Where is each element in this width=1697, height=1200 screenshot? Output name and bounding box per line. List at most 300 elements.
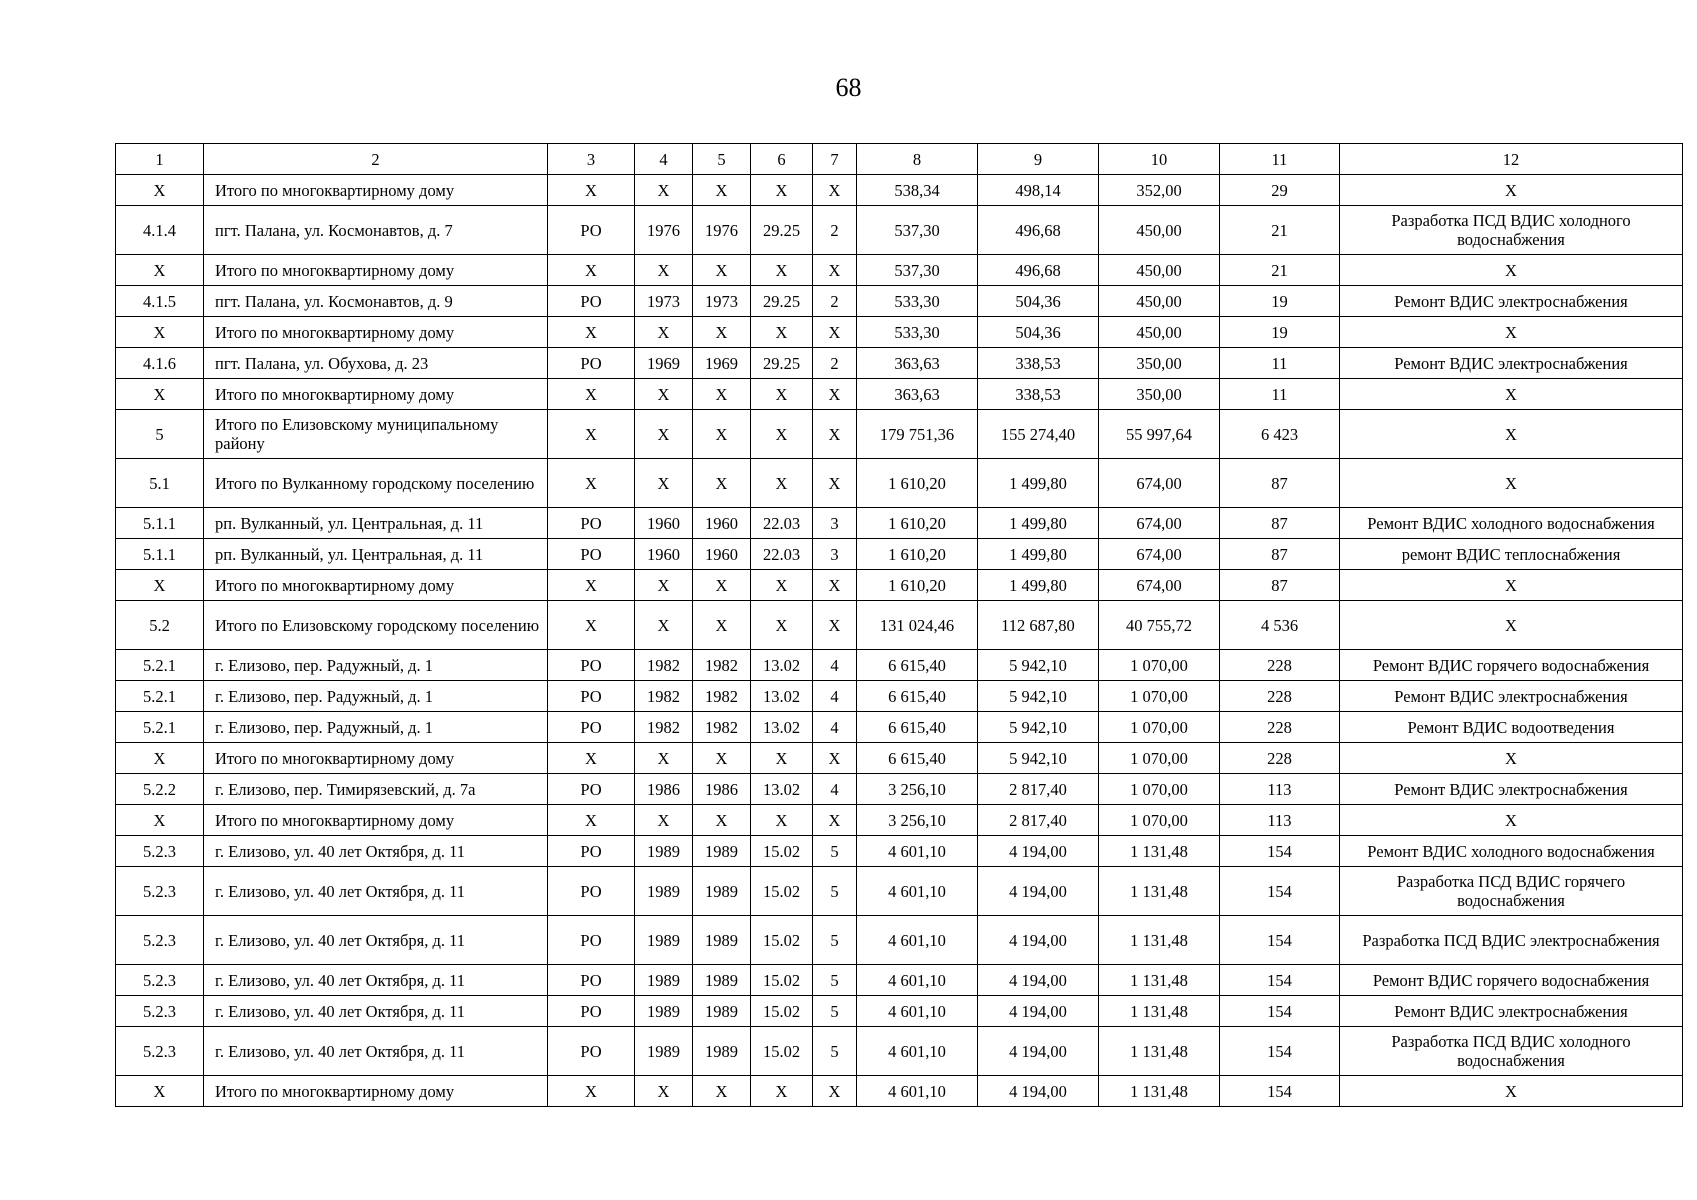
address-cell: г. Елизово, пер. Радужный, д. 1	[204, 681, 548, 712]
col5-cell: X	[693, 317, 751, 348]
table-row	[116, 317, 1683, 348]
column-number: 11	[1220, 144, 1340, 175]
table-row	[116, 539, 1683, 570]
col9-cell: 4 194,00	[978, 836, 1099, 867]
col10-cell: 1 070,00	[1099, 681, 1220, 712]
col11-cell: 87	[1220, 570, 1340, 601]
col7-cell: 3	[813, 539, 857, 570]
col8-cell: 4 601,10	[857, 867, 978, 916]
col11-cell: 228	[1220, 681, 1340, 712]
col7-cell: X	[813, 459, 857, 508]
address-cell: г. Елизово, ул. 40 лет Октября, д. 11	[204, 916, 548, 965]
col8-cell: 4 601,10	[857, 1027, 978, 1076]
col10-cell: 674,00	[1099, 570, 1220, 601]
col9-cell: 1 499,80	[978, 459, 1099, 508]
col7-cell: 4	[813, 681, 857, 712]
col9-cell: 496,68	[978, 255, 1099, 286]
col10-cell: 450,00	[1099, 317, 1220, 348]
col4-cell: X	[635, 317, 693, 348]
col7-cell: 5	[813, 916, 857, 965]
col5-cell: X	[693, 743, 751, 774]
col8-cell: 6 615,40	[857, 743, 978, 774]
row-number-cell: 5.1.1	[116, 508, 204, 539]
col3-cell: X	[548, 743, 635, 774]
col5-cell: 1989	[693, 867, 751, 916]
col3-cell: X	[548, 805, 635, 836]
col4-cell: 1986	[635, 774, 693, 805]
col10-cell: 1 131,48	[1099, 1076, 1220, 1107]
col8-cell: 1 610,20	[857, 570, 978, 601]
col3-cell: РО	[548, 650, 635, 681]
col5-cell: X	[693, 1076, 751, 1107]
col5-cell: 1973	[693, 286, 751, 317]
table-row	[116, 255, 1683, 286]
col6-cell: 22.03	[751, 508, 813, 539]
col3-cell: X	[548, 317, 635, 348]
table-row	[116, 805, 1683, 836]
row-number-cell: 4.1.4	[116, 206, 204, 255]
address-cell: Итого по многоквартирному дому	[204, 743, 548, 774]
col6-cell: 13.02	[751, 650, 813, 681]
work-type-cell: Разработка ПСД ВДИС электроснабжения	[1340, 916, 1683, 965]
col3-cell: РО	[548, 712, 635, 743]
col11-cell: 4 536	[1220, 601, 1340, 650]
col3-cell: РО	[548, 508, 635, 539]
col10-cell: 450,00	[1099, 286, 1220, 317]
address-cell: рп. Вулканный, ул. Центральная, д. 11	[204, 508, 548, 539]
col9-cell: 4 194,00	[978, 965, 1099, 996]
col8-cell: 537,30	[857, 255, 978, 286]
col7-cell: X	[813, 743, 857, 774]
col9-cell: 4 194,00	[978, 1027, 1099, 1076]
row-number-cell: 5.2	[116, 601, 204, 650]
table-row	[116, 965, 1683, 996]
col5-cell: 1969	[693, 348, 751, 379]
col4-cell: 1960	[635, 539, 693, 570]
address-cell: Итого по многоквартирному дому	[204, 317, 548, 348]
col4-cell: X	[635, 255, 693, 286]
address-cell: Итого по многоквартирному дому	[204, 255, 548, 286]
col8-cell: 4 601,10	[857, 916, 978, 965]
row-number-cell: 5.2.1	[116, 681, 204, 712]
work-type-cell: Ремонт ВДИС электроснабжения	[1340, 996, 1683, 1027]
col7-cell: 5	[813, 1027, 857, 1076]
row-number-cell: X	[116, 1076, 204, 1107]
col4-cell: 1960	[635, 508, 693, 539]
col3-cell: РО	[548, 867, 635, 916]
work-type-cell: X	[1340, 317, 1683, 348]
address-cell: г. Елизово, пер. Тимирязевский, д. 7а	[204, 774, 548, 805]
work-type-cell: Ремонт ВДИС водоотведения	[1340, 712, 1683, 743]
work-type-cell: Ремонт ВДИС горячего водоснабжения	[1340, 650, 1683, 681]
col3-cell: X	[548, 410, 635, 459]
col4-cell: 1989	[635, 996, 693, 1027]
col6-cell: 13.02	[751, 681, 813, 712]
col5-cell: 1960	[693, 508, 751, 539]
col5-cell: X	[693, 805, 751, 836]
col8-cell: 4 601,10	[857, 965, 978, 996]
col7-cell: 2	[813, 348, 857, 379]
col4-cell: 1969	[635, 348, 693, 379]
address-cell: пгт. Палана, ул. Обухова, д. 23	[204, 348, 548, 379]
col10-cell: 1 131,48	[1099, 1027, 1220, 1076]
row-number-cell: 5.2.3	[116, 1027, 204, 1076]
col6-cell: 15.02	[751, 836, 813, 867]
row-number-cell: 4.1.6	[116, 348, 204, 379]
address-cell: г. Елизово, пер. Радужный, д. 1	[204, 650, 548, 681]
col6-cell: X	[751, 570, 813, 601]
col7-cell: 5	[813, 836, 857, 867]
col3-cell: X	[548, 175, 635, 206]
col11-cell: 87	[1220, 459, 1340, 508]
row-number-cell: X	[116, 255, 204, 286]
col10-cell: 1 131,48	[1099, 916, 1220, 965]
work-type-cell: X	[1340, 805, 1683, 836]
address-cell: Итого по Елизовскому муниципальному району	[204, 410, 548, 459]
work-type-cell: Разработка ПСД ВДИС холодного водоснабжения	[1340, 206, 1683, 255]
work-type-cell: ремонт ВДИС теплоснабжения	[1340, 539, 1683, 570]
col3-cell: РО	[548, 836, 635, 867]
row-number-cell: 5.2.3	[116, 916, 204, 965]
col9-cell: 504,36	[978, 286, 1099, 317]
col3-cell: РО	[548, 286, 635, 317]
col8-cell: 4 601,10	[857, 836, 978, 867]
col10-cell: 674,00	[1099, 459, 1220, 508]
col11-cell: 154	[1220, 1027, 1340, 1076]
col9-cell: 496,68	[978, 206, 1099, 255]
col6-cell: 13.02	[751, 774, 813, 805]
col5-cell: X	[693, 410, 751, 459]
col6-cell: 15.02	[751, 867, 813, 916]
col6-cell: 15.02	[751, 965, 813, 996]
col10-cell: 40 755,72	[1099, 601, 1220, 650]
col3-cell: РО	[548, 206, 635, 255]
table-row	[116, 410, 1683, 459]
col6-cell: 29.25	[751, 206, 813, 255]
col9-cell: 5 942,10	[978, 743, 1099, 774]
col4-cell: X	[635, 175, 693, 206]
col9-cell: 1 499,80	[978, 539, 1099, 570]
col4-cell: X	[635, 410, 693, 459]
address-cell: Итого по многоквартирному дому	[204, 570, 548, 601]
row-number-cell: 5.2.3	[116, 996, 204, 1027]
column-number: 9	[978, 144, 1099, 175]
column-number: 1	[116, 144, 204, 175]
col11-cell: 19	[1220, 317, 1340, 348]
col7-cell: X	[813, 570, 857, 601]
col8-cell: 533,30	[857, 317, 978, 348]
col9-cell: 498,14	[978, 175, 1099, 206]
col4-cell: X	[635, 805, 693, 836]
col10-cell: 1 131,48	[1099, 965, 1220, 996]
col11-cell: 154	[1220, 836, 1340, 867]
col8-cell: 6 615,40	[857, 712, 978, 743]
col4-cell: X	[635, 601, 693, 650]
col10-cell: 1 131,48	[1099, 836, 1220, 867]
table-row	[116, 774, 1683, 805]
work-type-cell: X	[1340, 601, 1683, 650]
row-number-cell: X	[116, 743, 204, 774]
col8-cell: 538,34	[857, 175, 978, 206]
col3-cell: РО	[548, 965, 635, 996]
work-type-cell: Ремонт ВДИС электроснабжения	[1340, 286, 1683, 317]
row-number-cell: X	[116, 175, 204, 206]
work-type-cell: X	[1340, 743, 1683, 774]
table-row	[116, 286, 1683, 317]
col9-cell: 155 274,40	[978, 410, 1099, 459]
row-number-cell: X	[116, 570, 204, 601]
work-type-cell: X	[1340, 255, 1683, 286]
col7-cell: X	[813, 255, 857, 286]
column-number: 7	[813, 144, 857, 175]
column-number: 8	[857, 144, 978, 175]
col10-cell: 674,00	[1099, 539, 1220, 570]
col9-cell: 4 194,00	[978, 996, 1099, 1027]
col4-cell: 1989	[635, 1027, 693, 1076]
col5-cell: X	[693, 379, 751, 410]
col7-cell: X	[813, 175, 857, 206]
row-number-cell: 5.2.3	[116, 867, 204, 916]
col7-cell: 4	[813, 712, 857, 743]
col11-cell: 29	[1220, 175, 1340, 206]
table-row	[116, 1027, 1683, 1076]
table-row	[116, 743, 1683, 774]
work-type-cell: X	[1340, 410, 1683, 459]
col7-cell: 5	[813, 867, 857, 916]
work-type-cell: Ремонт ВДИС электроснабжения	[1340, 681, 1683, 712]
col6-cell: X	[751, 175, 813, 206]
col9-cell: 5 942,10	[978, 650, 1099, 681]
work-type-cell: Ремонт ВДИС горячего водоснабжения	[1340, 965, 1683, 996]
col11-cell: 11	[1220, 379, 1340, 410]
row-number-cell: 5.2.2	[116, 774, 204, 805]
col4-cell: X	[635, 459, 693, 508]
col5-cell: 1982	[693, 681, 751, 712]
work-type-cell: X	[1340, 459, 1683, 508]
row-number-cell: 4.1.5	[116, 286, 204, 317]
row-number-cell: 5.2.1	[116, 712, 204, 743]
col11-cell: 154	[1220, 1076, 1340, 1107]
col6-cell: X	[751, 255, 813, 286]
col9-cell: 2 817,40	[978, 805, 1099, 836]
page-number: 68	[835, 73, 862, 102]
col11-cell: 113	[1220, 774, 1340, 805]
data-table	[115, 143, 1683, 1107]
col3-cell: РО	[548, 539, 635, 570]
table-body	[116, 144, 1683, 1107]
col5-cell: 1982	[693, 650, 751, 681]
col9-cell: 504,36	[978, 317, 1099, 348]
col11-cell: 87	[1220, 508, 1340, 539]
col8-cell: 6 615,40	[857, 681, 978, 712]
col6-cell: X	[751, 379, 813, 410]
table-row	[116, 175, 1683, 206]
row-number-cell: X	[116, 379, 204, 410]
table-row	[116, 508, 1683, 539]
row-number-cell: X	[116, 805, 204, 836]
col10-cell: 350,00	[1099, 379, 1220, 410]
col6-cell: X	[751, 743, 813, 774]
col11-cell: 87	[1220, 539, 1340, 570]
col10-cell: 1 131,48	[1099, 996, 1220, 1027]
col6-cell: X	[751, 410, 813, 459]
address-cell: рп. Вулканный, ул. Центральная, д. 11	[204, 539, 548, 570]
col9-cell: 1 499,80	[978, 508, 1099, 539]
col5-cell: X	[693, 175, 751, 206]
col7-cell: X	[813, 805, 857, 836]
col9-cell: 5 942,10	[978, 681, 1099, 712]
row-number-cell: X	[116, 317, 204, 348]
col11-cell: 6 423	[1220, 410, 1340, 459]
col3-cell: X	[548, 1076, 635, 1107]
col8-cell: 1 610,20	[857, 459, 978, 508]
work-type-cell: Ремонт ВДИС электроснабжения	[1340, 774, 1683, 805]
table-row	[116, 867, 1683, 916]
table-row	[116, 570, 1683, 601]
col9-cell: 5 942,10	[978, 712, 1099, 743]
column-number: 3	[548, 144, 635, 175]
col4-cell: 1989	[635, 867, 693, 916]
address-cell: пгт. Палана, ул. Космонавтов, д. 9	[204, 286, 548, 317]
col6-cell: 15.02	[751, 1027, 813, 1076]
col7-cell: X	[813, 410, 857, 459]
col9-cell: 1 499,80	[978, 570, 1099, 601]
col8-cell: 3 256,10	[857, 805, 978, 836]
col10-cell: 674,00	[1099, 508, 1220, 539]
col8-cell: 363,63	[857, 348, 978, 379]
row-number-cell: 5.1.1	[116, 539, 204, 570]
col8-cell: 6 615,40	[857, 650, 978, 681]
col10-cell: 1 070,00	[1099, 650, 1220, 681]
col5-cell: 1960	[693, 539, 751, 570]
address-cell: Итого по Елизовскому городскому поселению	[204, 601, 548, 650]
col8-cell: 4 601,10	[857, 1076, 978, 1107]
row-number-cell: 5.1	[116, 459, 204, 508]
col11-cell: 11	[1220, 348, 1340, 379]
col7-cell: X	[813, 379, 857, 410]
column-number: 12	[1340, 144, 1683, 175]
col6-cell: 29.25	[751, 348, 813, 379]
table-row	[116, 459, 1683, 508]
col10-cell: 450,00	[1099, 255, 1220, 286]
work-type-cell: Ремонт ВДИС электроснабжения	[1340, 348, 1683, 379]
col4-cell: 1982	[635, 650, 693, 681]
col8-cell: 131 024,46	[857, 601, 978, 650]
col5-cell: 1976	[693, 206, 751, 255]
column-number-row	[116, 144, 1683, 175]
address-cell: Итого по многоквартирному дому	[204, 805, 548, 836]
col7-cell: 3	[813, 508, 857, 539]
col4-cell: 1982	[635, 681, 693, 712]
col5-cell: 1989	[693, 965, 751, 996]
col10-cell: 1 070,00	[1099, 805, 1220, 836]
col3-cell: РО	[548, 1027, 635, 1076]
col7-cell: 4	[813, 650, 857, 681]
table-row	[116, 996, 1683, 1027]
table-row	[116, 348, 1683, 379]
table-row	[116, 1076, 1683, 1107]
col11-cell: 154	[1220, 996, 1340, 1027]
col5-cell: X	[693, 459, 751, 508]
col11-cell: 228	[1220, 743, 1340, 774]
col5-cell: 1982	[693, 712, 751, 743]
col3-cell: X	[548, 570, 635, 601]
col8-cell: 4 601,10	[857, 996, 978, 1027]
col5-cell: 1989	[693, 1027, 751, 1076]
col7-cell: 2	[813, 206, 857, 255]
address-cell: г. Елизово, ул. 40 лет Октября, д. 11	[204, 836, 548, 867]
row-number-cell: 5.2.3	[116, 836, 204, 867]
col9-cell: 4 194,00	[978, 1076, 1099, 1107]
column-number: 4	[635, 144, 693, 175]
col6-cell: 22.03	[751, 539, 813, 570]
col9-cell: 112 687,80	[978, 601, 1099, 650]
col3-cell: РО	[548, 774, 635, 805]
col3-cell: РО	[548, 681, 635, 712]
col11-cell: 21	[1220, 255, 1340, 286]
column-number: 6	[751, 144, 813, 175]
table-row	[116, 650, 1683, 681]
col8-cell: 3 256,10	[857, 774, 978, 805]
col9-cell: 338,53	[978, 379, 1099, 410]
table-row	[116, 836, 1683, 867]
col9-cell: 4 194,00	[978, 916, 1099, 965]
col7-cell: 2	[813, 286, 857, 317]
col5-cell: X	[693, 255, 751, 286]
column-number: 2	[204, 144, 548, 175]
col4-cell: X	[635, 743, 693, 774]
col8-cell: 533,30	[857, 286, 978, 317]
col5-cell: 1989	[693, 916, 751, 965]
col9-cell: 4 194,00	[978, 867, 1099, 916]
col10-cell: 1 070,00	[1099, 712, 1220, 743]
col11-cell: 113	[1220, 805, 1340, 836]
work-type-cell: Разработка ПСД ВДИС холодного водоснабжения	[1340, 1027, 1683, 1076]
col6-cell: X	[751, 1076, 813, 1107]
col5-cell: 1986	[693, 774, 751, 805]
col10-cell: 352,00	[1099, 175, 1220, 206]
col6-cell: X	[751, 317, 813, 348]
col6-cell: 15.02	[751, 916, 813, 965]
table-row	[116, 206, 1683, 255]
work-type-cell: Ремонт ВДИС холодного водоснабжения	[1340, 836, 1683, 867]
col4-cell: 1989	[635, 965, 693, 996]
col11-cell: 19	[1220, 286, 1340, 317]
col7-cell: X	[813, 601, 857, 650]
col11-cell: 154	[1220, 867, 1340, 916]
work-type-cell: X	[1340, 1076, 1683, 1107]
col3-cell: X	[548, 379, 635, 410]
row-number-cell: 5.2.3	[116, 965, 204, 996]
col7-cell: 5	[813, 996, 857, 1027]
col3-cell: РО	[548, 348, 635, 379]
col8-cell: 1 610,20	[857, 539, 978, 570]
col3-cell: РО	[548, 916, 635, 965]
col10-cell: 350,00	[1099, 348, 1220, 379]
row-number-cell: 5	[116, 410, 204, 459]
col6-cell: X	[751, 805, 813, 836]
col4-cell: 1982	[635, 712, 693, 743]
col8-cell: 363,63	[857, 379, 978, 410]
col4-cell: X	[635, 570, 693, 601]
work-type-cell: Разработка ПСД ВДИС горячего водоснабжения	[1340, 867, 1683, 916]
col5-cell: X	[693, 601, 751, 650]
col4-cell: 1973	[635, 286, 693, 317]
col4-cell: 1976	[635, 206, 693, 255]
address-cell: Итого по многоквартирному дому	[204, 379, 548, 410]
col11-cell: 228	[1220, 712, 1340, 743]
col6-cell: 29.25	[751, 286, 813, 317]
